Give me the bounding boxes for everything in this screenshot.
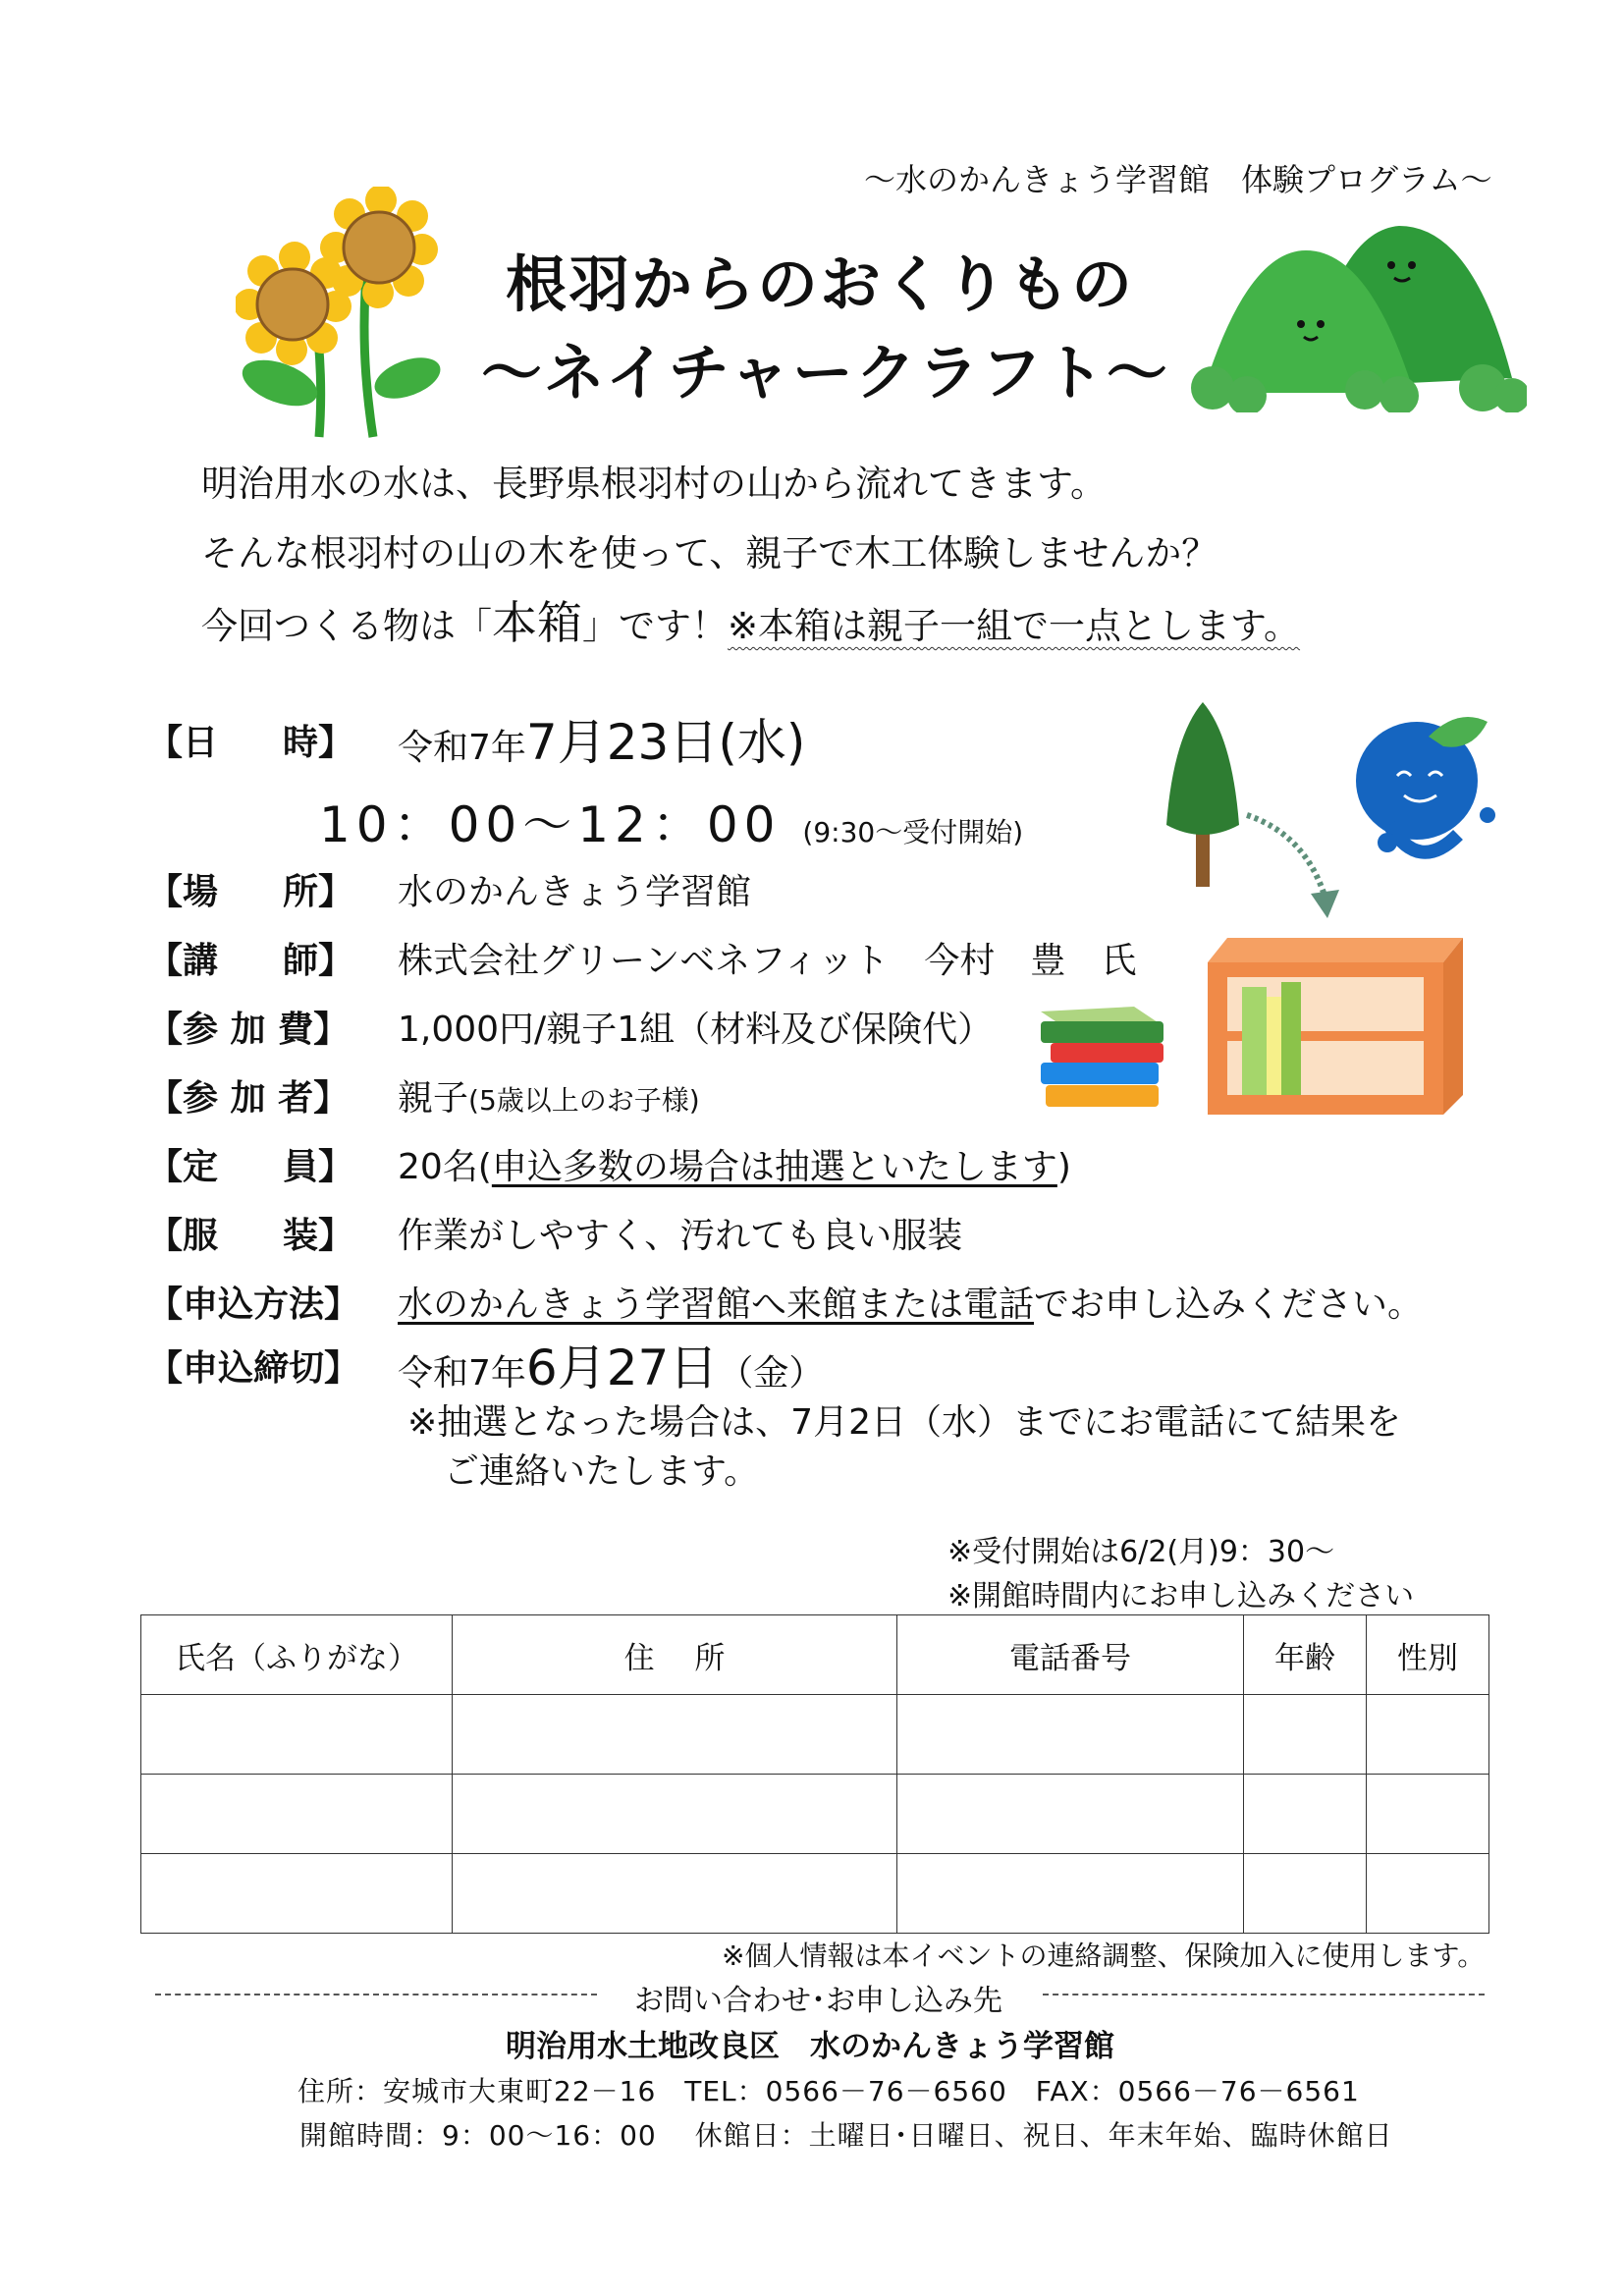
title-line-1: 根羽からのおくりもの (506, 248, 1135, 320)
label-fee: 【参 加 費】 (147, 1010, 350, 1050)
value-instructor: 株式会社グリーンベネフィット 今村 豊 氏 (398, 941, 1137, 981)
header-age: 年齢 (1244, 1615, 1367, 1695)
cell-phone[interactable] (897, 1695, 1244, 1775)
intro-bookcase-word: 本箱 (492, 596, 582, 649)
value-place: 水のかんきょう学習館 (398, 872, 752, 912)
form-header-row (141, 1615, 1489, 1695)
contact-address: 住所：安城市大東町22－16 TEL：0566－76－6560 FAX：0566－76－6561 (298, 2075, 1360, 2107)
value-fee: 1,000円/親子1組（材料及び保険代） (398, 1010, 994, 1050)
value-participants: 親子(5歳以上のお子様) (398, 1078, 700, 1119)
value-clothing: 作業がしやすく、汚れても良い服装 (398, 1216, 963, 1256)
title-line-2: ～ネイチャークラフト～ (481, 337, 1169, 409)
cell-address[interactable] (453, 1854, 897, 1934)
value-date (398, 703, 805, 774)
label-participants: 【参 加 者】 (147, 1078, 350, 1119)
date-era: 令和7年 (398, 728, 526, 768)
label-date: 【日 時】 (147, 723, 353, 763)
label-capacity: 【定 員】 (147, 1147, 353, 1187)
contact-hours: 開館時間：9：00～16：00 休館日：土曜日･日曜日、祝日、年末年始、臨時休館日 (299, 2119, 1393, 2152)
intro-line-3 (201, 587, 1300, 652)
label-apply-method: 【申込方法】 (147, 1285, 360, 1325)
cell-name[interactable] (141, 1854, 453, 1934)
cell-gender[interactable] (1367, 1775, 1489, 1854)
cell-gender[interactable] (1367, 1695, 1489, 1775)
time-range: 10：00～12：00 (319, 796, 782, 853)
lottery-note-2: ご連絡いたします。 (444, 1451, 760, 1492)
water-drop-mascot-icon (1350, 707, 1497, 874)
table-row (141, 1775, 1489, 1854)
reception-start-note: ※受付開始は6/2(月)9：30～ (947, 1535, 1335, 1569)
label-deadline: 【申込締切】 (147, 1348, 360, 1389)
sunflower-icon (236, 187, 442, 442)
value-time (319, 786, 1023, 856)
cell-age[interactable] (1244, 1775, 1367, 1854)
privacy-note: ※個人情報は本イベントの連絡調整、保険加入に使用します。 (722, 1940, 1486, 1972)
date-weekday: (水) (718, 714, 806, 771)
header-gender: 性別 (1367, 1615, 1489, 1695)
header-address: 住 所 (453, 1615, 897, 1695)
value-capacity: 20名(申込多数の場合は抽選といたします) (398, 1147, 1071, 1187)
cell-gender[interactable] (1367, 1854, 1489, 1934)
lottery-note-1: ※抽選となった場合は、7月2日（水）までにお電話にて結果を (407, 1402, 1401, 1443)
header-name: 氏名（ふりがな） (141, 1615, 453, 1695)
cell-phone[interactable] (897, 1775, 1244, 1854)
time-reception: (9:30～受付開始) (802, 816, 1024, 848)
cell-phone[interactable] (897, 1854, 1244, 1934)
intro-line-2: そんな根羽村の山の木を使って、親子で木工体験しませんか？ (201, 532, 1218, 574)
cell-address[interactable] (453, 1775, 897, 1854)
label-clothing: 【服 装】 (147, 1216, 353, 1256)
intro-line-3-c: 」です！ (582, 605, 728, 647)
program-subtitle: ～水のかんきょう学習館 体験プログラム～ (864, 161, 1492, 198)
cell-name[interactable] (141, 1695, 453, 1775)
intro-line-3-a: 今回つくる物は「 (201, 605, 492, 647)
cell-name[interactable] (141, 1775, 453, 1854)
date-day: 7月23日 (525, 714, 719, 771)
cell-age[interactable] (1244, 1695, 1367, 1775)
cell-address[interactable] (453, 1695, 897, 1775)
reception-hours-note: ※開館時間内にお申し込みください (947, 1579, 1415, 1613)
books-icon (1036, 1002, 1173, 1115)
contact-organization: 明治用水土地改良区 水のかんきょう学習館 (506, 2029, 1114, 2064)
tree-icon (1159, 697, 1247, 889)
value-apply-method: 水のかんきょう学習館へ来館または電話でお申し込みください。 (398, 1285, 1424, 1325)
label-place: 【場 所】 (147, 872, 353, 912)
value-deadline: 令和7年6月27日（金） (398, 1339, 825, 1396)
bookshelf-icon (1203, 933, 1468, 1120)
dashed-divider-left (155, 1994, 597, 1995)
label-instructor: 【講 師】 (147, 941, 353, 981)
contact-heading: お問い合わせ･お申し込み先 (634, 1984, 1002, 2018)
table-row (141, 1854, 1489, 1934)
header-phone: 電話番号 (897, 1615, 1244, 1695)
dashed-divider-right (1043, 1994, 1485, 1995)
intro-line-1: 明治用水の水は、長野県根羽村の山から流れてきます。 (201, 463, 1108, 505)
intro-line-3-note: ※本箱は親子一組で一点とします。 (728, 605, 1301, 647)
table-row (141, 1695, 1489, 1775)
cell-age[interactable] (1244, 1854, 1367, 1934)
mountain-mascot-icon (1188, 221, 1527, 412)
arrow-icon (1237, 805, 1345, 923)
application-form-table (140, 1614, 1489, 1934)
